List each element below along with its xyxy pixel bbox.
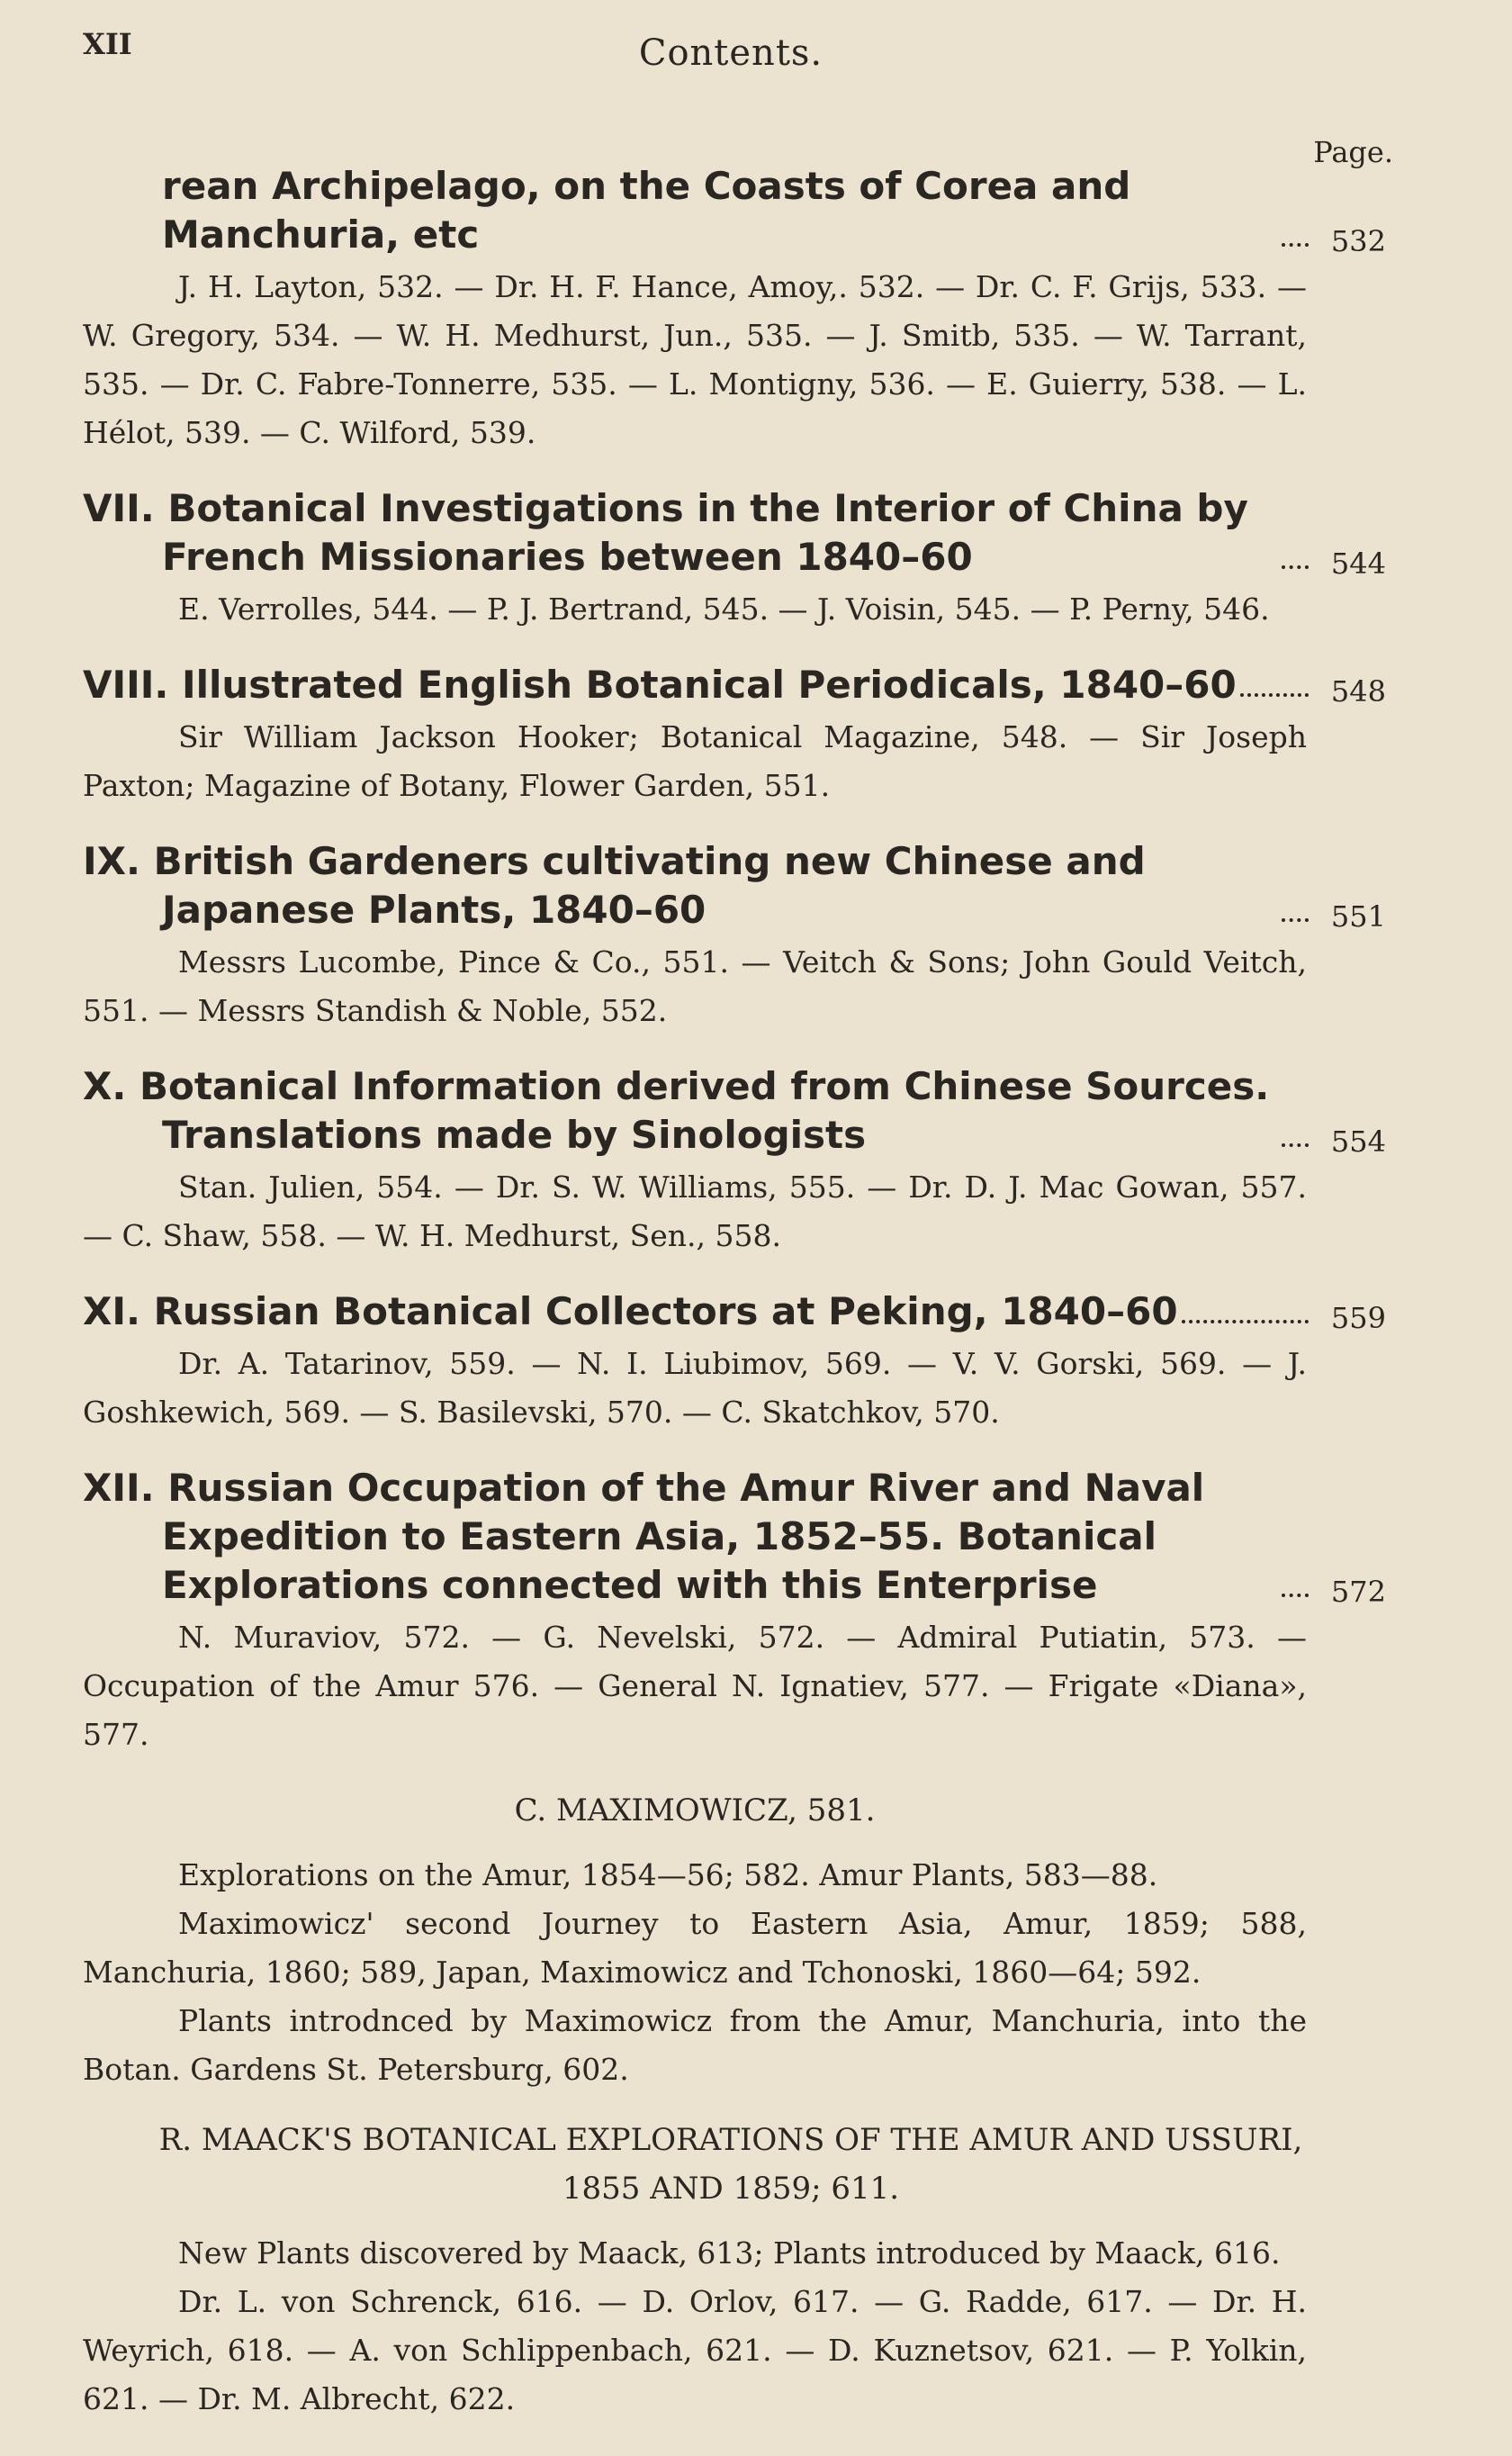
chapter-description: Stan. Julien, 554. — Dr. S. W. Williams, 555. — Dr. D. J. Mac Gowan, 557. — C. Shaw, 558. — W. H. Medhurst, Sen., 558. xyxy=(83,1169,1307,1253)
chapter-entry xyxy=(83,661,1386,810)
chapter-title: Botanical Information derived from Chinese Sources. Translations made by Sinologists xyxy=(139,1064,1270,1157)
chapter-entry xyxy=(83,837,1386,1035)
chapter-description: Messrs Lucombe, Pince & Co., 551. — Veitch & Sons; John Gould Veitch, 551. — Messrs Standish & Noble, 552. xyxy=(83,944,1307,1028)
chapter-numeral: VII. xyxy=(83,486,155,530)
chapter-entry xyxy=(83,484,1386,634)
chapter-description: Sir William Jackson Hooker; Botanical Magazine, 548. — Sir Joseph Paxton; Magazine of Botany, Flower Garden, 551. xyxy=(83,719,1307,803)
page-column-label: Page. xyxy=(1313,135,1393,169)
leader-dots xyxy=(1282,243,1309,247)
chapter-title: Illustrated English Botanical Periodicals, 1840–60 xyxy=(181,663,1237,707)
contents-list xyxy=(83,162,1386,2424)
chapter-numeral: XII. xyxy=(83,1466,155,1510)
section-paragraph: Maximowicz' second Journey to Eastern Asia, Amur, 1859; 588, Manchuria, 1860; 589, Japan, Maximowicz and Tchonoski, 1860—64; 592. xyxy=(83,1906,1307,1990)
chapter-description: Dr. A. Tatarinov, 559. — N. I. Liubimov, 569. — V. V. Gorski, 569. — J. Goshkewich, 569. — S. Basilevski, 570. — C. Skatchkov, 570. xyxy=(83,1346,1307,1430)
section-paragraph: Plants introdnced by Maximowicz from the Amur, Manchuria, into the Botan. Gardens St. Petersburg, 602. xyxy=(83,2003,1307,2087)
chapter-entry xyxy=(83,1062,1386,1260)
chapter-entry xyxy=(83,162,1386,457)
chapter-title-line xyxy=(83,837,1386,935)
chapter-title-line xyxy=(83,484,1386,582)
chapter-title-line xyxy=(83,1287,1386,1336)
page-number: XII xyxy=(83,27,132,61)
chapter-page: 532 xyxy=(1330,224,1386,258)
chapter-numeral: IX. xyxy=(83,839,140,883)
chapter-title-text xyxy=(83,484,1278,582)
running-head xyxy=(83,27,1379,81)
chapter-title: Botanical Investigations in the Interior of China by French Missionaries between 1840–60 xyxy=(162,486,1248,579)
leader-dots xyxy=(1182,1320,1309,1323)
chapter-numeral: XI. xyxy=(83,1289,140,1333)
leader-dots xyxy=(1282,1594,1309,1597)
chapter-description: E. Verrolles, 544. — P. J. Bertrand, 545. — J. Voisin, 545. — P. Perny, 546. xyxy=(178,591,1270,627)
chapter-entry xyxy=(83,1464,1386,1759)
chapter-page: 559 xyxy=(1330,1301,1386,1335)
chapter-title-text xyxy=(83,1464,1278,1610)
section-paragraph: New Plants discovered by Maack, 613; Plants introduced by Maack, 616. xyxy=(178,2235,1281,2271)
maximowicz-section xyxy=(83,1786,1386,2094)
chapter-title: Russian Botanical Collectors at Peking, 1840–60 xyxy=(153,1289,1178,1333)
page-title: Contents. xyxy=(638,32,824,74)
maack-section xyxy=(83,2116,1386,2424)
chapter-title-line xyxy=(83,1062,1386,1160)
chapter-page: 551 xyxy=(1330,899,1386,934)
leader-dots xyxy=(1282,918,1309,922)
chapter-title-line xyxy=(83,162,1386,259)
chapter-title: rean Archipelago, on the Coasts of Corea and Manchuria, etc xyxy=(162,164,1131,257)
chapter-numeral: VIII. xyxy=(83,663,169,707)
chapter-page: 544 xyxy=(1330,546,1386,581)
chapter-title-text xyxy=(83,1062,1278,1160)
chapter-title: Russian Occupation of the Amur River and Naval Expedition to Eastern Asia, 1852–55. Botanical Explorations connected with this Enterprise xyxy=(162,1466,1205,1607)
leader-dots xyxy=(1282,1143,1309,1147)
chapter-title-text xyxy=(83,661,1237,709)
chapter-entry xyxy=(83,1287,1386,1437)
chapter-title: British Gardeners cultivating new Chinese and Japanese Plants, 1840–60 xyxy=(153,839,1146,932)
chapter-description: N. Muraviov, 572. — G. Nevelski, 572. — Admiral Putiatin, 573. — Occupation of the Amur 576. — General N. Ignatiev, 577. — Frigate «Diana», 577. xyxy=(83,1620,1307,1752)
section-heading: R. MAACK'S BOTANICAL EXPLORATIONS OF THE AMUR AND USSURI, 1855 AND 1859; 611. xyxy=(158,2122,1303,2207)
chapter-title-line xyxy=(83,661,1386,709)
chapter-page: 548 xyxy=(1330,674,1386,709)
leader-dots xyxy=(1282,565,1309,569)
chapter-page: 572 xyxy=(1330,1575,1386,1609)
chapter-title-line xyxy=(83,1464,1386,1610)
section-paragraph: Explorations on the Amur, 1854—56; 582. Amur Plants, 583—88. xyxy=(178,1857,1158,1892)
leader-dots xyxy=(1240,693,1309,697)
chapter-description: J. H. Layton, 532. — Dr. H. F. Hance, Amoy,. 532. — Dr. C. F. Grijs, 533. — W. Gregory, 534. — W. H. Medhurst, Jun., 535. — J. Smitb, 535. — W. Tarrant, 535. — Dr. C. Fabre-Tonnerre, 535. — L. Montigny, 536. — E. Guierry, 538. — L. Hélot, 539. — C. Wilford, 539. xyxy=(83,269,1307,450)
chapter-title-text xyxy=(83,837,1278,935)
chapter-title-text xyxy=(83,1287,1178,1336)
section-heading: C. MAXIMOWICZ, 581. xyxy=(514,1792,876,1828)
chapter-page: 554 xyxy=(1330,1124,1386,1159)
section-paragraph: Dr. L. von Schrenck, 616. — D. Orlov, 617. — G. Radde, 617. — Dr. H. Weyrich, 618. — A. von Schlippenbach, 621. — D. Kuznetsov, 621. — P. Yolkin, 621. — Dr. M. Albrecht, 622. xyxy=(83,2284,1307,2416)
chapter-numeral: X. xyxy=(83,1064,127,1108)
